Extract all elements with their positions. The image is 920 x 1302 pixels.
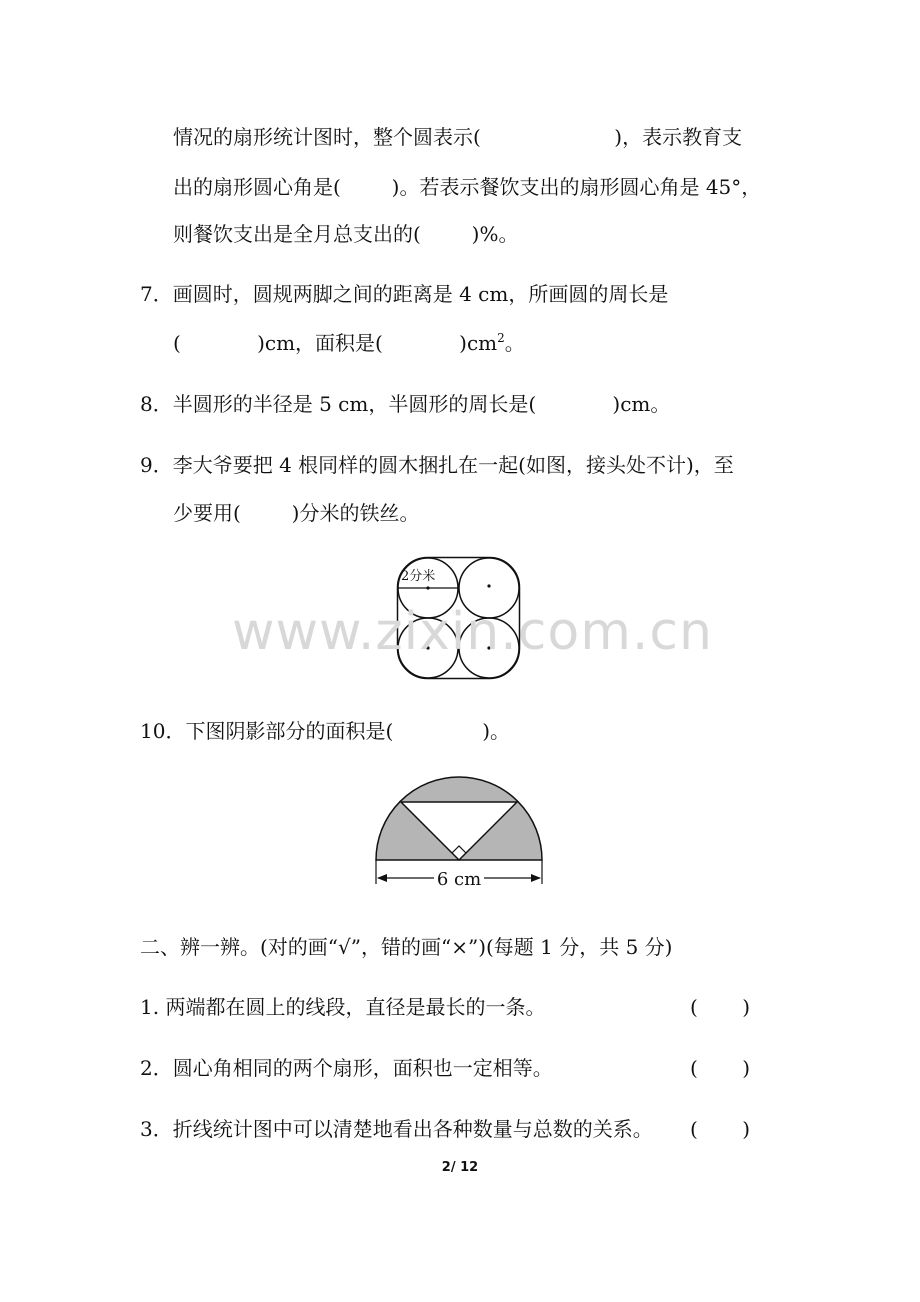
q10-line: 10．下图阴影部分的面积是( )。 xyxy=(140,719,511,743)
judge-item-2: 2．圆心角相同的两个扇形，面积也一定相等。 xyxy=(140,1056,553,1080)
center-dot xyxy=(487,584,490,587)
dimension-label: 6 cm xyxy=(436,869,482,890)
center-dot xyxy=(426,586,429,589)
page-number: 2/ 12 xyxy=(441,1160,479,1175)
judge-item-3-blank: ( ) xyxy=(690,1117,751,1141)
watermark: www.zixin.com.cn xyxy=(232,602,713,662)
arrow-left xyxy=(377,874,387,882)
q9-line-1: 9．李大爷要把 4 根同样的圆木捆扎在一起(如图，接头处不计)，至 xyxy=(140,453,734,477)
q6-line-1: 情况的扇形统计图时，整个圆表示( )，表示教育支 xyxy=(173,125,743,149)
q6-line-2: 出的扇形圆心角是( )。若表示餐饮支出的扇形圆心角是 45°， xyxy=(173,175,762,199)
arrow-right xyxy=(531,874,541,882)
q7-line-1: 7．画圆时，圆规两脚之间的距离是 4 cm，所画圆的周长是 xyxy=(140,282,669,306)
q7-line-2-end: 。 xyxy=(504,331,525,355)
judge-item-1-blank: ( ) xyxy=(690,995,751,1019)
judge-item-1: 1. 两端都在圆上的线段，直径是最长的一条。 xyxy=(140,995,546,1019)
q8-line: 8．半圆形的半径是 5 cm，半圆形的周长是( )cm。 xyxy=(140,392,671,416)
judge-item-3: 3．折线统计图中可以清楚地看出各种数量与总数的关系。 xyxy=(140,1117,653,1141)
q7-superscript: 2 xyxy=(497,331,505,345)
diameter-label: 2分米 xyxy=(401,569,436,584)
q9-line-2: 少要用( )分米的铁丝。 xyxy=(173,501,420,525)
semicircle-figure xyxy=(368,772,550,890)
q7-line-2 xyxy=(173,330,525,359)
section-2-title: 二、辨一辨。(对的画“√”，错的画“×”)(每题 1 分，共 5 分) xyxy=(140,935,673,959)
q7-line-2-text: ( )cm，面积是( )cm xyxy=(173,331,498,355)
q6-line-3: 则餐饮支出是全月总支出的( )%。 xyxy=(173,222,519,246)
judge-item-2-blank: ( ) xyxy=(690,1056,751,1080)
